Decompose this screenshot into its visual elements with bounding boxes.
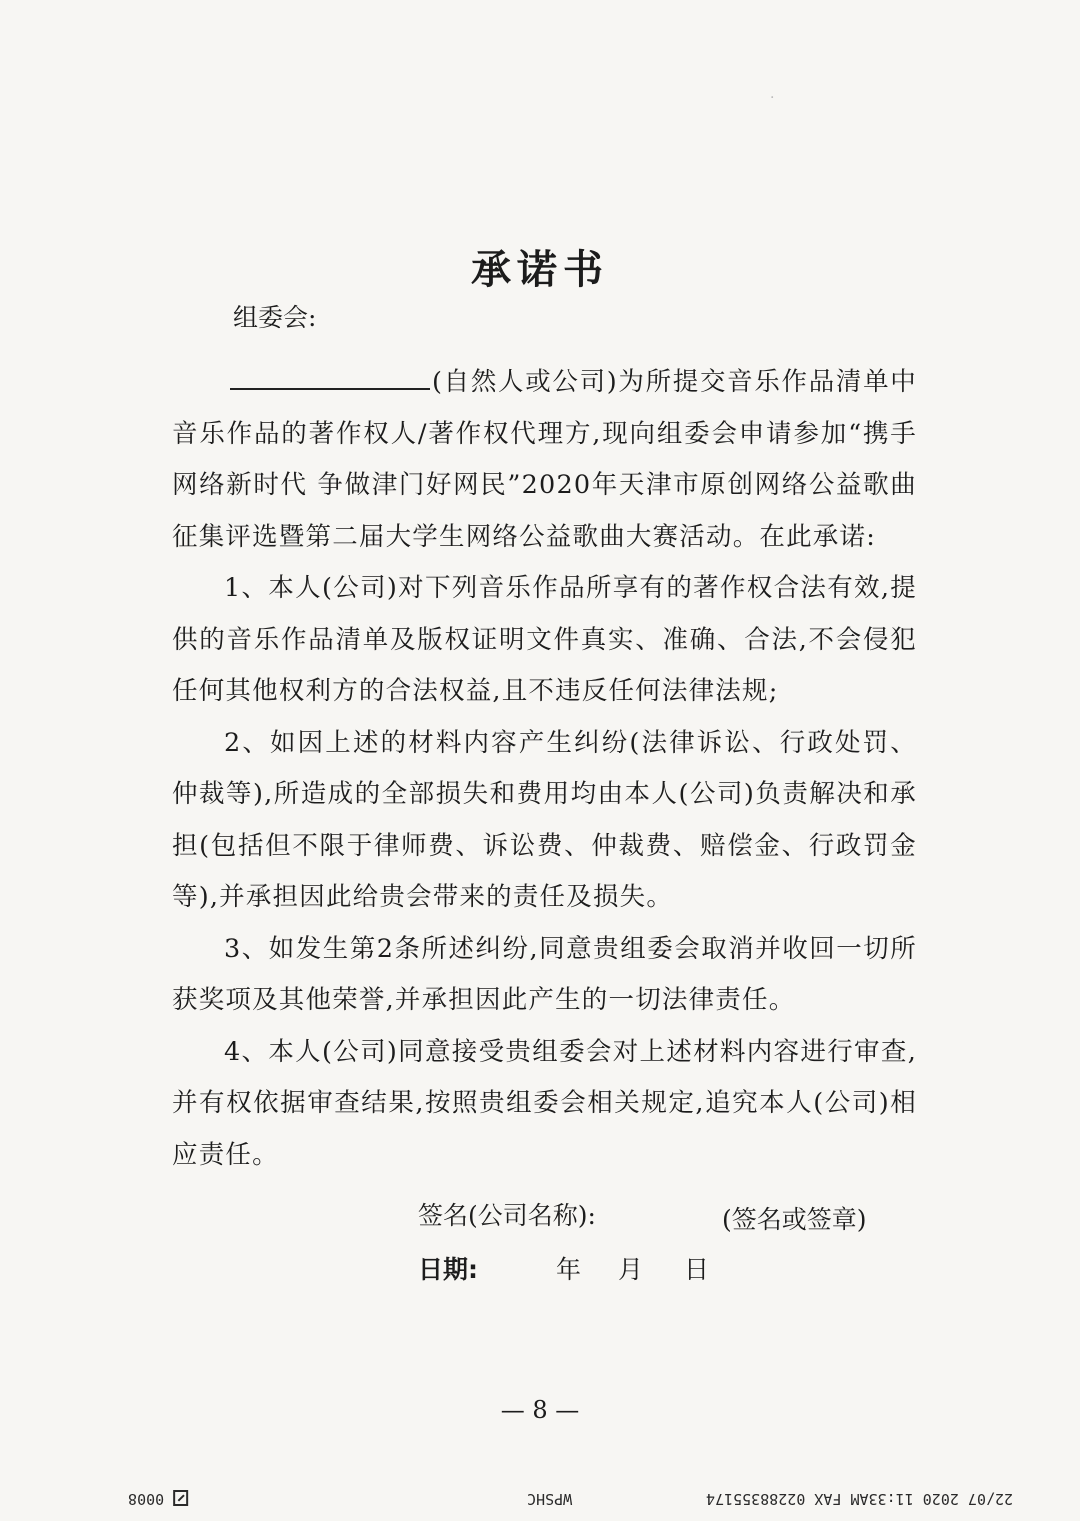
fax-page-icon [173,1491,188,1507]
date-month-label: 月 [618,1255,644,1284]
name-blank-line [230,366,430,390]
commitment-item-4: 4、本人(公司)同意接受贵组委会对上述材料内容进行审查,并有权依据审查结果,按照贵组委会相关规定,追究本人(公司)相应责任。 [172,1036,917,1170]
fax-timestamp: 22/07 2020 11:33AM FAX 02288355174 [706,1490,1014,1508]
date-label: 日期: [418,1255,478,1284]
fax-sender-id: WPSHC [527,1490,573,1508]
fax-header-bar [0,1490,1080,1514]
salutation: 组委会: [233,303,317,332]
commitment-item-3: 3、如发生第2条所述纠纷,同意贵组委会取消并收回一切所获奖项及其他荣誉,并承担因此产生的一切法律责任。 [172,933,917,1015]
date-day-label: 日 [684,1255,710,1284]
document-body [172,357,917,1181]
page-number: — 8 — [500,1396,580,1424]
commitment-item-2: 2、如因上述的材料内容产生纠纷(法律诉讼、行政处罚、仲裁等),所造成的全部损失和费用均由本人(公司)负责解决和承担(包括但不限于律师费、诉讼费、仲裁费、赔偿金、行政罚金等),并承担因此给贵会带来的责任及损失。 [172,727,917,912]
fax-page-count [128,1490,194,1508]
intro-text: (自然人或公司)为所提交音乐作品清单中音乐作品的著作权人/著作权代理方,现向组委会申请参加“携手网络新时代 争做津门好网民”2020年天津市原创网络公益歌曲征集评选暨第二届大学生网络公益歌曲大赛活动。在此承诺: [172,367,917,552]
signature-note: (签名或签章) [722,1205,867,1234]
intro-paragraph [172,357,917,563]
document-title: 承诺书 [471,247,609,293]
date-year-label: 年 [556,1255,582,1284]
commitment-item-1: 1、本人(公司)对下列音乐作品所享有的著作权合法有效,提供的音乐作品清单及版权证明文件真实、准确、合法,不会侵犯任何其他权利方的合法权益,且不违反任何法律法规; [172,573,917,706]
fax-page-count-text: 0008 [128,1490,165,1508]
scan-speck: · [770,90,775,106]
signature-label: 签名(公司名称): [418,1201,596,1230]
